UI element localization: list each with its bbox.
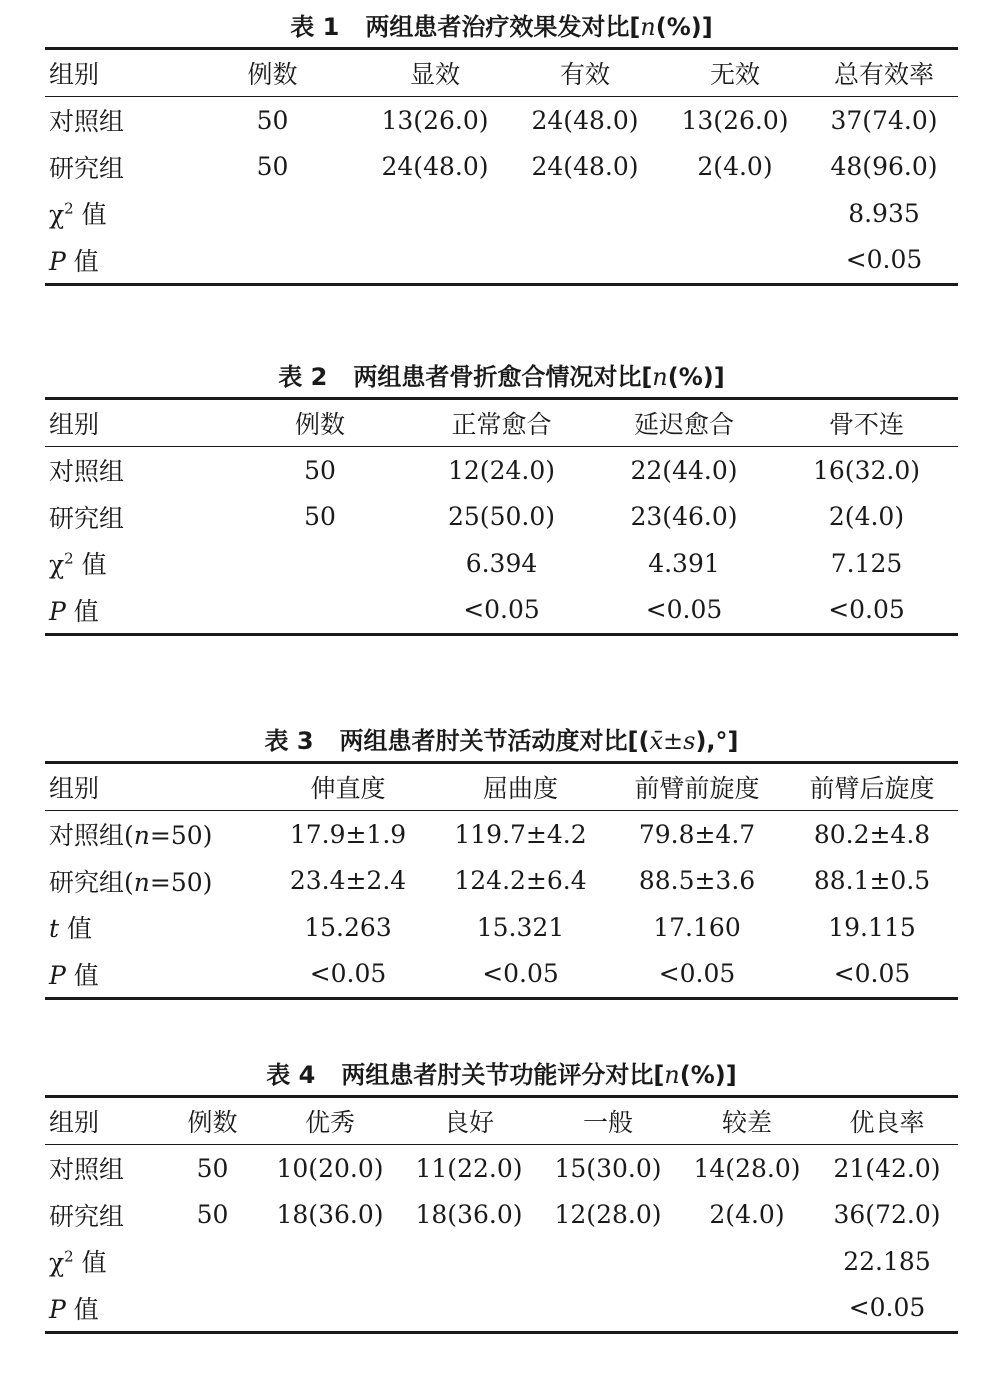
stat-symbol: χ [49, 1248, 65, 1278]
table-cell: 36(72.0) [833, 1200, 941, 1230]
stat-suffix: 值 [73, 1248, 107, 1278]
table-1-header: 组别 [45, 49, 185, 97]
table-row-stat [45, 1285, 958, 1333]
table-4-header: 优良率 [816, 1097, 958, 1145]
table-cell: 13(26.0) [381, 105, 489, 135]
table-cell: <0.05 [658, 959, 736, 989]
table-1-block [45, 12, 958, 286]
table-cell: 16(32.0) [813, 455, 920, 485]
row-label-count: =50) [149, 821, 213, 851]
table-cell: 22(44.0) [630, 455, 738, 485]
table-cell: 7.125 [830, 548, 903, 578]
table-cell: <0.05 [309, 959, 387, 989]
stat-label [45, 1285, 165, 1333]
table-cell: 18(36.0) [276, 1200, 384, 1230]
table-cell: 24(48.0) [531, 105, 639, 135]
table-row-stat [45, 1238, 958, 1285]
table-cell: 24(48.0) [531, 152, 639, 182]
table-cell: 17.9±1.9 [289, 819, 407, 849]
table-2-label: 表 2 [278, 363, 328, 391]
table-2-title-tail: (%)] [667, 363, 725, 391]
table-row [45, 494, 958, 541]
table-cell [185, 237, 360, 285]
table-4-header-row [45, 1097, 958, 1145]
table-1-header: 例数 [185, 49, 360, 97]
table-3-header: 伸直度 [263, 763, 433, 811]
table-cell: <0.05 [845, 245, 923, 275]
table-cell: 研究组 [49, 1201, 125, 1231]
table-cell: 50 [304, 502, 336, 532]
table-cell [185, 190, 360, 237]
table-cell: 23(46.0) [630, 502, 738, 532]
table-row [45, 858, 958, 905]
table-2-block [45, 362, 958, 636]
table-3-block [45, 726, 958, 1000]
table-2-header: 例数 [230, 399, 410, 447]
table-2 [45, 397, 958, 636]
table-cell: <0.05 [482, 959, 559, 989]
table-cell: 2(4.0) [709, 1200, 785, 1230]
table-4-caption [45, 1060, 958, 1090]
stat-symbol: χ [49, 200, 65, 230]
table-cell: 研究组 [49, 153, 125, 183]
stat-symbol: P [49, 596, 66, 626]
stat-superscript: 2 [64, 199, 74, 218]
stat-symbol: χ [49, 550, 65, 580]
table-cell: 15(30.0) [554, 1153, 662, 1183]
table-cell: <0.05 [848, 1293, 926, 1323]
table-3-label: 表 3 [264, 727, 314, 755]
table-cell [230, 587, 410, 635]
table-cell: 119.7±4.2 [454, 819, 587, 849]
table-cell: 79.8±4.7 [638, 819, 756, 849]
stat-superscript: 2 [64, 549, 74, 568]
table-1-title-n: n [640, 13, 656, 41]
table-cell: 17.160 [653, 912, 741, 942]
table-cell [165, 1285, 260, 1333]
stat-label [45, 190, 185, 237]
table-row-stat [45, 540, 958, 587]
table-cell: <0.05 [645, 595, 723, 625]
table-cell: 6.394 [465, 548, 538, 578]
table-cell: 对照组 [49, 107, 125, 137]
table-cell: 50 [304, 455, 336, 485]
table-1-caption [45, 12, 958, 42]
table-cell [678, 1285, 816, 1333]
table-cell [510, 237, 660, 285]
table-4 [45, 1095, 958, 1334]
table-cell [165, 1238, 260, 1285]
table-2-header: 骨不连 [775, 399, 958, 447]
table-4-block [45, 1060, 958, 1334]
table-1-header: 有效 [510, 49, 660, 97]
stat-label [45, 951, 263, 999]
table-row-stat [45, 190, 958, 237]
table-cell: 研究组 [49, 503, 125, 533]
row-label-group: 研究组( [49, 867, 134, 897]
table-cell: 88.5±3.6 [638, 866, 756, 896]
table-1-title: 两组患者治疗效果发对比[ [365, 13, 641, 41]
table-cell: 14(28.0) [693, 1153, 801, 1183]
stat-symbol: P [49, 1294, 66, 1324]
table-cell [538, 1285, 678, 1333]
stat-suffix: 值 [65, 960, 99, 990]
stat-suffix: 值 [65, 1294, 99, 1324]
stat-suffix: 值 [73, 550, 107, 580]
table-3-title: 两组患者肘关节活动度对比[( [339, 727, 650, 755]
table-1-header: 无效 [660, 49, 810, 97]
table-1 [45, 47, 958, 286]
table-3-header: 屈曲度 [433, 763, 608, 811]
row-label-count: =50) [149, 867, 213, 897]
table-cell [678, 1238, 816, 1285]
table-3-title-tail: ),°] [695, 727, 739, 755]
table-3-title-mean-sd: x̄±s [649, 727, 696, 755]
table-row-stat [45, 237, 958, 285]
table-cell: 19.115 [828, 912, 916, 942]
stat-superscript: 2 [64, 1247, 74, 1266]
table-3-header: 前臂后旋度 [786, 763, 958, 811]
table-cell: 50 [196, 1153, 229, 1183]
table-cell [660, 190, 810, 237]
table-cell: 13(26.0) [681, 105, 789, 135]
table-cell: 23.4±2.4 [289, 866, 407, 896]
stat-symbol: P [49, 960, 66, 990]
stat-label [45, 237, 185, 285]
row-label [45, 811, 263, 858]
stat-label [45, 1238, 165, 1285]
row-label [45, 858, 263, 905]
stat-symbol: P [49, 246, 66, 276]
row-label-n: n [133, 867, 150, 897]
table-row [45, 1145, 958, 1192]
table-cell: 15.263 [304, 912, 392, 942]
table-4-header: 组别 [45, 1097, 165, 1145]
table-row-stat [45, 904, 958, 951]
stat-suffix: 值 [65, 246, 99, 276]
table-4-title-n: n [664, 1061, 680, 1089]
table-cell: 对照组 [49, 1155, 125, 1185]
table-cell: <0.05 [463, 595, 540, 625]
table-row [45, 144, 958, 191]
table-4-title-tail: (%)] [679, 1061, 737, 1089]
table-cell [660, 237, 810, 285]
table-3-header: 组别 [45, 763, 263, 811]
table-row [45, 447, 958, 494]
stat-suffix: 值 [59, 914, 92, 944]
table-cell: 124.2±6.4 [454, 866, 587, 896]
table-cell [360, 190, 510, 237]
table-cell: 88.1±0.5 [813, 866, 931, 896]
stat-symbol: t [49, 914, 60, 944]
table-cell: 4.391 [648, 548, 720, 578]
table-cell: 8.935 [848, 198, 920, 228]
table-3-header-row [45, 763, 958, 811]
table-row [45, 97, 958, 144]
table-cell [538, 1238, 678, 1285]
table-cell: <0.05 [833, 959, 911, 989]
table-cell: 10(20.0) [276, 1153, 384, 1183]
table-cell: 25(50.0) [448, 502, 555, 532]
table-2-header: 正常愈合 [410, 399, 593, 447]
table-1-header: 总有效率 [810, 49, 958, 97]
table-2-header-row [45, 399, 958, 447]
table-3 [45, 761, 958, 1000]
table-2-header: 延迟愈合 [593, 399, 775, 447]
table-cell: 22.185 [843, 1246, 931, 1276]
table-cell: 80.2±4.8 [813, 819, 931, 849]
table-4-header: 例数 [165, 1097, 260, 1145]
row-label-n: n [133, 821, 150, 851]
table-1-label: 表 1 [290, 13, 340, 41]
table-4-header: 一般 [538, 1097, 678, 1145]
table-cell: 2(4.0) [697, 152, 773, 182]
table-4-header: 较差 [678, 1097, 816, 1145]
table-1-header: 显效 [360, 49, 510, 97]
table-row [45, 811, 958, 858]
table-cell [400, 1238, 538, 1285]
table-row-stat [45, 587, 958, 635]
table-cell: 15.321 [476, 912, 565, 942]
table-cell: 48(96.0) [830, 152, 938, 182]
table-cell: 2(4.0) [828, 502, 905, 532]
table-1-header-row [45, 49, 958, 97]
table-3-header: 前臂前旋度 [608, 763, 786, 811]
table-4-label: 表 4 [266, 1061, 316, 1089]
stat-label [45, 904, 263, 951]
table-cell: 37(74.0) [830, 105, 938, 135]
table-cell: 对照组 [49, 457, 125, 487]
stat-label [45, 540, 230, 587]
table-2-title-n: n [652, 363, 668, 391]
stat-label [45, 587, 230, 635]
table-cell [360, 237, 510, 285]
table-row [45, 1192, 958, 1239]
row-label-group: 对照组( [49, 821, 134, 851]
stat-suffix: 值 [65, 596, 99, 626]
table-2-header: 组别 [45, 399, 230, 447]
table-cell [510, 190, 660, 237]
table-cell: <0.05 [828, 595, 905, 625]
table-4-header: 优秀 [260, 1097, 400, 1145]
table-2-title: 两组患者骨折愈合情况对比[ [353, 363, 653, 391]
table-cell [230, 540, 410, 587]
table-cell [260, 1238, 400, 1285]
table-cell: 11(22.0) [415, 1153, 523, 1183]
table-row-stat [45, 951, 958, 999]
table-3-caption [45, 726, 958, 756]
table-2-caption [45, 362, 958, 392]
table-cell [400, 1285, 538, 1333]
table-cell: 21(42.0) [833, 1153, 941, 1183]
table-cell: 12(24.0) [448, 455, 555, 485]
table-cell [260, 1285, 400, 1333]
table-4-title: 两组患者肘关节功能评分对比[ [341, 1061, 665, 1089]
table-cell: 50 [256, 152, 289, 182]
table-4-header: 良好 [400, 1097, 538, 1145]
table-cell: 50 [256, 105, 289, 135]
table-cell: 18(36.0) [415, 1200, 523, 1230]
table-cell: 50 [196, 1200, 229, 1230]
table-1-title-tail: (%)] [655, 13, 713, 41]
table-cell: 24(48.0) [381, 152, 489, 182]
stat-suffix: 值 [73, 200, 107, 230]
table-cell: 12(28.0) [554, 1200, 662, 1230]
